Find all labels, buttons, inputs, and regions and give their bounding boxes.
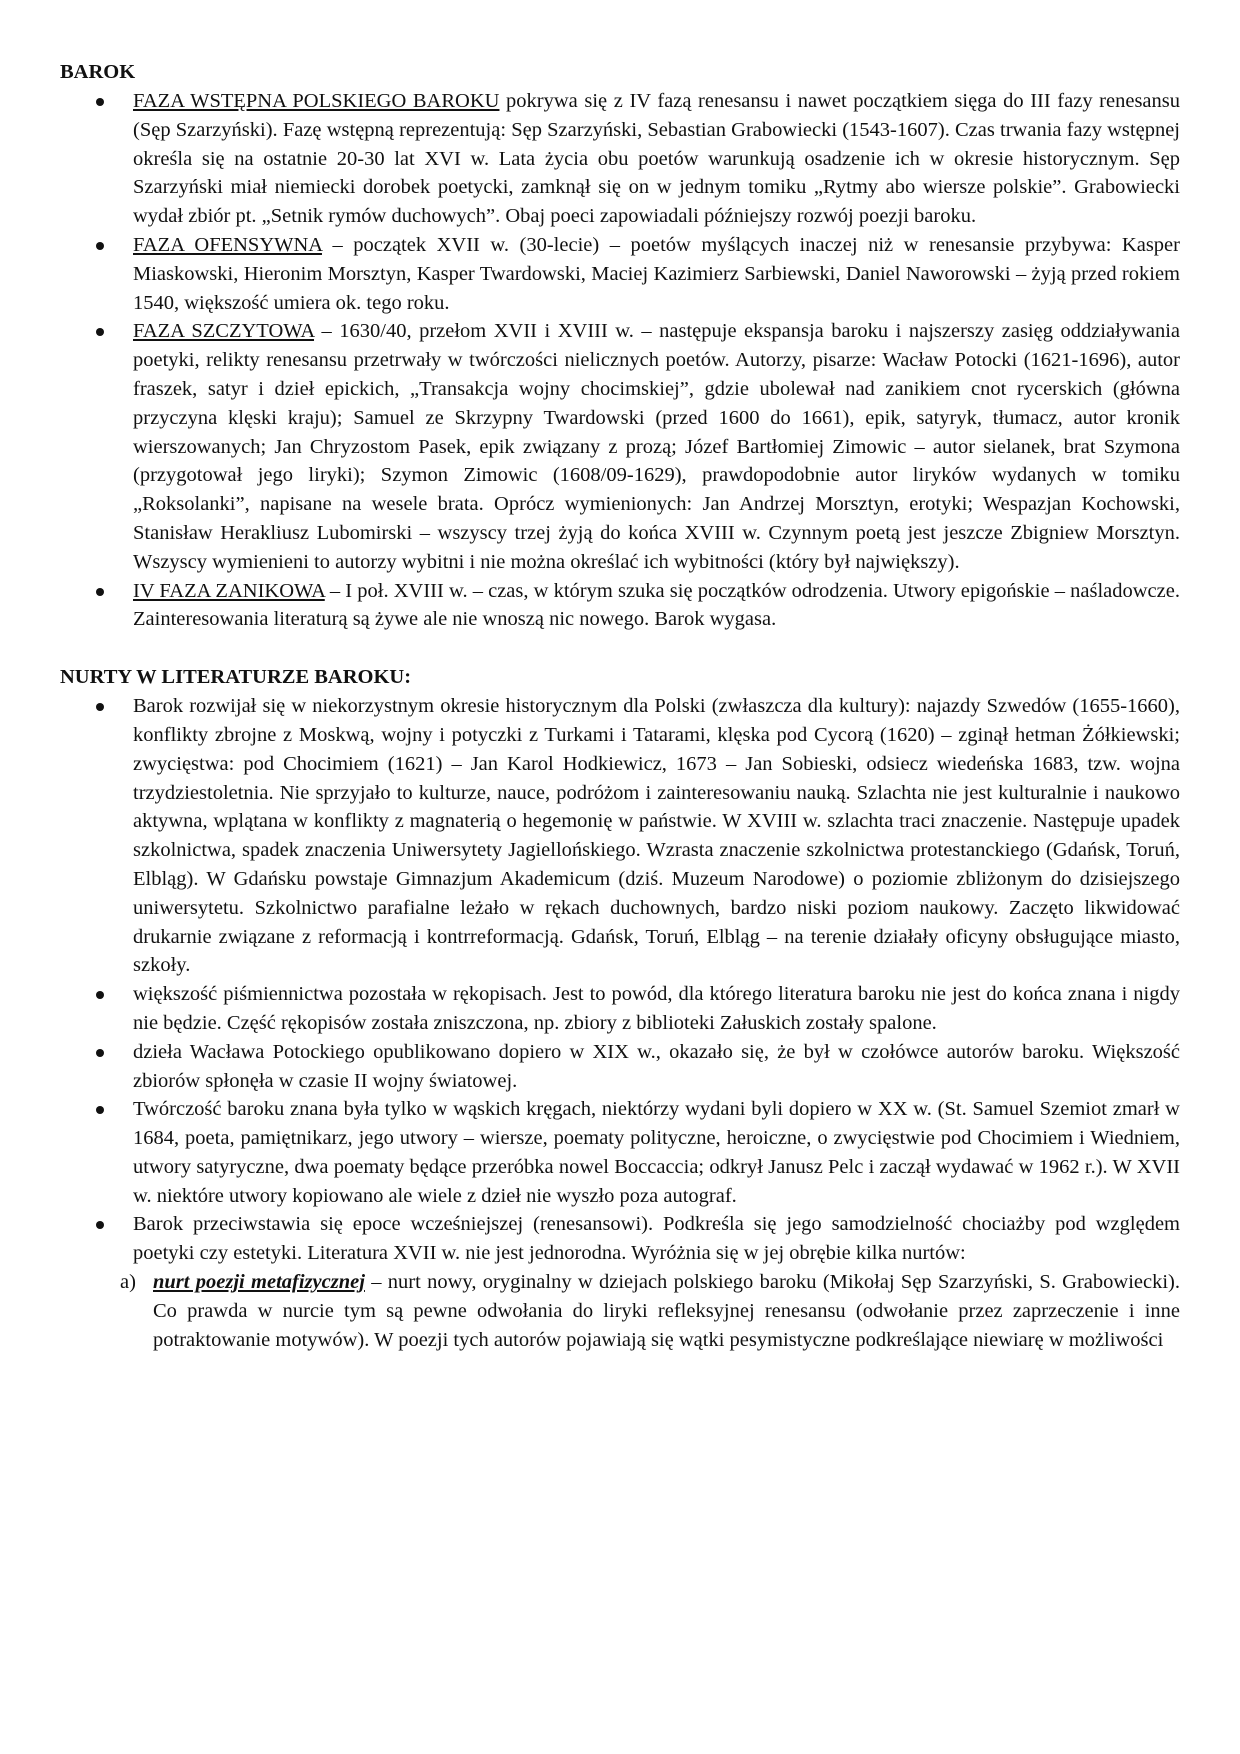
opposition-text: Barok przeciwstawia się epoce wcześniejszej (renesansowi). Podkreśla się jego samodzielność chociażby pod względem poetyki czy estetyki. Literatura XVII w. nie jest jednorodna. Wyróżnia się w jej obrębie kilka nurtów: <box>133 1213 1180 1265</box>
list-item-phase-3 <box>60 317 1180 576</box>
list-item-manuscripts: większość piśmiennictwa pozostała w rękopisach. Jest to powód, dla którego literatura baroku nie jest do końca znana i nigdy nie będzie. Część rękopisów została zniszczona, np. zbiory z biblioteki Załuskich zostały spalone. <box>60 980 1180 1038</box>
list-item-history: Barok rozwijał się w niekorzystnym okresie historycznym dla Polski (zwłaszcza dla kultury): najazdy Szwedów (1655-1660), konflikty zbrojne z Moskwą, wojny i potyczki z Turkami i Tatarami, klęska pod Cycorą (1620) – zginął hetman Żółkiewski; zwycięstwa: pod Chocimiem (1621) – Jan Karol Hodkiewicz, 1673 – Jan Sobieski, odsiecz wiedeńska 1683, tzw. wojna trzydziestoletnia. Nie sprzyjało to kulturze, nauce, podróżom i zainteresowaniu nauką. Szlachta nie jest kulturalnie i naukowo aktywna, wplątana w konflikty z magnaterią o hegemonię w państwie. W XVIII w. szlachta traci znaczenie. Następuje upadek szkolnictwa, spadek znaczenia Uniwersytety Jagiellońskiego. Wzrasta znaczenie szkolnictwa protestanckiego (Gdańsk, Toruń, Elbląg). W Gdańsku powstaje Gimnazjum Akademicum (dziś. Muzeum Narodowe) o poziomie zbliżonym do dzisiejszego uniwersytetu. Szkolnictwo parafialne leżało w rękach duchownych, bardzo niski poziom naukowy. Zaczęto likwidować drukarnie związane z reformacją i kontrreformacją. Gdańsk, Toruń, Elbląg – na terenie działały oficyny obsługujące miasto, szkoły. <box>60 692 1180 980</box>
subitem-letter: a) <box>120 1271 136 1294</box>
phase-text: – I poł. XVIII w. – czas, w którym szuka się początków odrodzenia. Utwory epigońskie – naśladowcze. Zainteresowania literaturą są żywe ale nie wnoszą nic nowego. Barok wygasa. <box>133 579 1180 631</box>
paragraph-gap <box>60 634 1180 663</box>
phase-text: – 1630/40, przełom XVII i XVIII w. – następuje ekspansja baroku i najszerszy zasięg oddziaływania poetyki, relikty renesansu przetrwały w twórczości nielicznych poetów. Autorzy, pisarze: Wacław Potocki (1621-1696), autor fraszek, satyr i dzieł epickich, „Transakcja wojny chocimskiej”, gdzie ubolewał nad zanikiem cnot rycerskich (główna przyczyna klęski kraju); Samuel ze Skrzypny Twardowski (przed 1600 do 1661), epik, satyryk, tłumacz, autor kronik wierszowanych; Jan Chryzostom Pasek, epik związany z prozą; Józef Bartłomiej Zimowic – autor sielanek, brat Szymona (przygotował jego liryki); Szymon Zimowic (1608/09-1629), prawdopodobnie autor liryków wydanych w tomiku „Roksolanki”, napisane na wesele brata. Oprócz wymienionych: Jan Andrzej Morsztyn, erotyki; Wespazjan Kochowski, Stanisław Herakliusz Lubomirski – wszyscy trzej żyją do końca XVIII w. Czynnym poetą jest jeszcze Zbigniew Morsztyn. Wszyscy wymienieni to autorzy wybitni i nie można określać ich wybitności (który był największy). <box>133 320 1180 573</box>
document-page <box>60 58 1180 1354</box>
phase-label: IV FAZA ZANIKOWA <box>133 579 325 602</box>
currents-list <box>60 692 1180 1268</box>
phase-label: FAZA SZCZYTOWA <box>133 320 315 343</box>
subitem-label: nurt poezji metafizycznej <box>153 1271 365 1294</box>
list-item-phase-2 <box>60 231 1180 317</box>
phase-text: pokrywa się z IV fazą renesansu i nawet początkiem sięga do III fazy renesansu (Sęp Szarzyński). Fazę wstępną reprezentują: Sęp Szarzyński, Sebastian Grabowiecki (1543-1607). Czas trwania fazy wstępnej określa się na ostatnie 20-30 lat XVI w. Lata życia obu poetów warunkują osadzenie ich w okresie historycznym. Sęp Szarzyński miał niemiecki dorobek poetycki, zamknął się on w jednym tomiku „Rytmy abo wiersze polskie”. Grabowiecki wydał zbiór pt. „Setnik rymów duchowych”. Obaj poeci zapowiadali późniejszy rozwój poezji baroku. <box>133 90 1180 228</box>
subitem-metaphysical <box>60 1268 1180 1354</box>
list-item-phase-1 <box>60 87 1180 231</box>
list-item-potocki: dzieła Wacława Potockiego opublikowano dopiero w XIX w., okazało się, że był w czołówce autorów baroku. Większość zbiorów spłonęła w czasie II wojny światowej. <box>60 1038 1180 1096</box>
phase-label: FAZA OFENSYWNA <box>133 233 322 256</box>
list-item-phase-4 <box>60 577 1180 635</box>
section-title-nurty: NURTY W LITERATURZE BAROKU: <box>60 666 412 689</box>
phase-label: FAZA WSTĘPNA POLSKIEGO BAROKU <box>133 90 500 112</box>
list-item-opposition <box>60 1210 1180 1268</box>
section-title-barok: BAROK <box>60 61 136 83</box>
phases-list <box>60 87 1180 634</box>
subitem-text: – nurt nowy, oryginalny w dziejach polskiego baroku (Mikołaj Sęp Szarzyński, S. Grabowiecki). Co prawda w nurcie tym są pewne odwołania do liryki refleksyjnej renesansu (odwołanie przez zaprzeczenie i inne potraktowanie motywów). W poezji tych autorów pojawiają się wątki pesymistyczne podkreślające niewiarę w możliwości <box>153 1271 1180 1351</box>
phase-text: – początek XVII w. (30-lecie) – poetów myślących inaczej niż w renesansie przybywa: Kasper Miaskowski, Hieronim Morsztyn, Kasper Twardowski, Maciej Kazimierz Sarbiewski, Daniel Naworowski – żyją przed rokiem 1540, większość umiera ok. tego roku. <box>133 233 1180 314</box>
list-item-narrow-circles: Twórczość baroku znana była tylko w wąskich kręgach, niektórzy wydani byli dopiero w XX w. (St. Samuel Szemiot zmarł w 1684, poeta, pamiętnikarz, jego utwory – wiersze, poematy polityczne, heroiczne, o zwycięstwie pod Chocimiem i Wiedniem, utwory satyryczne, dwa poematy będące przeróbka nowel Boccaccia; odkrył Janusz Pelc i zaczął wydawać w 1962 r.). W XVII w. niektóre utwory kopiowano ale wiele z dzieł nie wyszło poza autograf. <box>60 1095 1180 1210</box>
